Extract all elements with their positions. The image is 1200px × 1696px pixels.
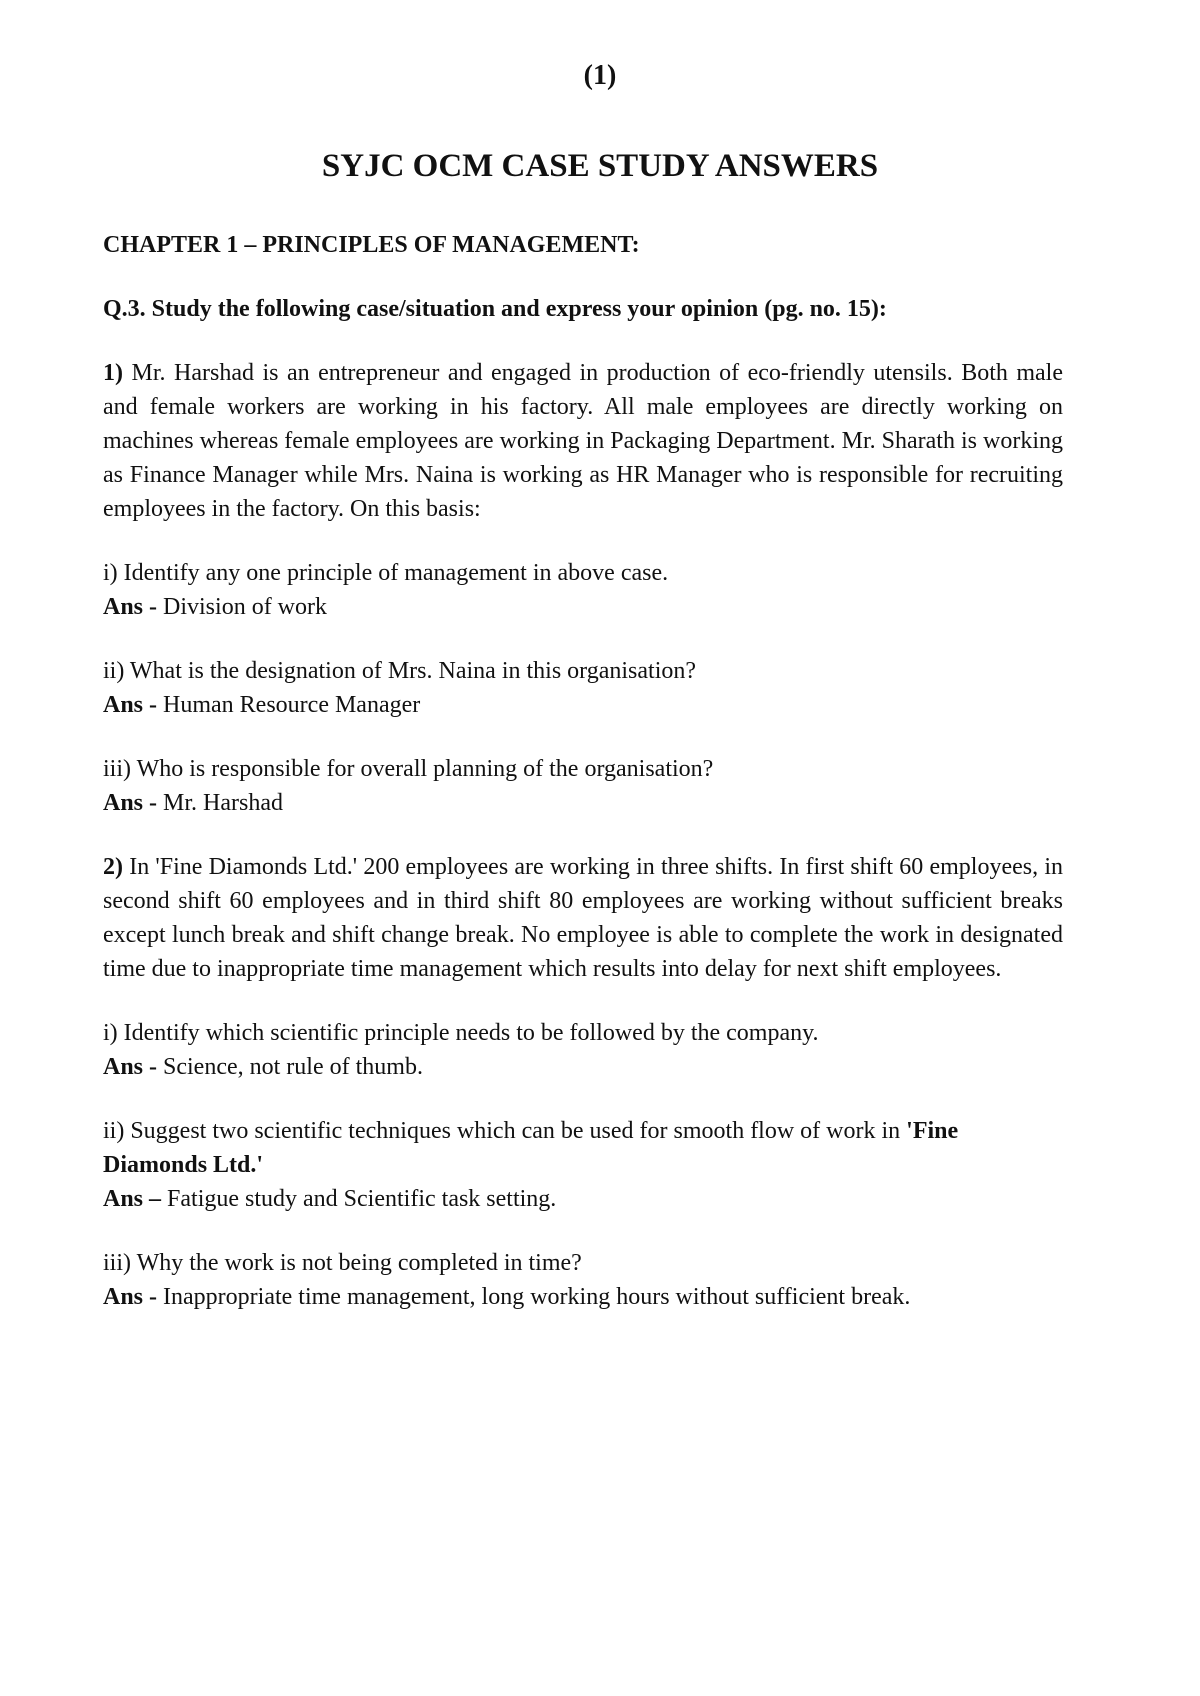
answer-label: Ans – bbox=[103, 1186, 162, 1212]
case-2-qa-2 bbox=[103, 1114, 1063, 1216]
case-1-qa-3 bbox=[103, 752, 1063, 820]
case-2-qa-3 bbox=[103, 1246, 1063, 1314]
answer-label: Ans - bbox=[103, 790, 158, 816]
answer bbox=[103, 1280, 1063, 1314]
company-name: 'Fine Diamonds Ltd.' bbox=[103, 1118, 959, 1178]
case-2-body: In 'Fine Diamonds Ltd.' 200 employees are working in three shifts. In first shift 60 employees, in second shift 60 employees and in third shift 80 employees are working without sufficient breaks except lunch break and shift change break. No employee is able to complete the work in designated time due to inappropriate time management which results into delay for next shift employees. bbox=[103, 854, 1063, 982]
case-1-qa-1 bbox=[103, 556, 1063, 624]
case-1-qa-2 bbox=[103, 654, 1063, 722]
answer bbox=[103, 1182, 1063, 1216]
question: i) Identify which scientific principle needs to be followed by the company. bbox=[103, 1020, 819, 1046]
question-text: ii) Suggest two scientific techniques which can be used for smooth flow of work in bbox=[103, 1118, 907, 1144]
question-heading: Q.3. Study the following case/situation and express your opinion (pg. no. 15): bbox=[103, 296, 887, 322]
answer-label: Ans - bbox=[103, 594, 158, 620]
case-2-qa-1 bbox=[103, 1016, 1063, 1084]
chapter-heading: CHAPTER 1 – PRINCIPLES OF MANAGEMENT: bbox=[103, 232, 640, 258]
document-title: SYJC OCM CASE STUDY ANSWERS bbox=[321, 148, 879, 184]
answer-text: Science, not rule of thumb. bbox=[157, 1054, 423, 1080]
case-2-text bbox=[103, 850, 1063, 986]
answer-text: Mr. Harshad bbox=[157, 790, 283, 816]
case-1-number: 1) bbox=[103, 360, 123, 386]
document-body bbox=[103, 228, 1063, 1344]
question: iii) Why the work is not being completed in time? bbox=[103, 1250, 582, 1276]
page-number: (1) bbox=[583, 60, 617, 91]
question: i) Identify any one principle of management in above case. bbox=[103, 560, 669, 586]
answer-label: Ans - bbox=[103, 1284, 158, 1310]
answer bbox=[103, 1050, 1063, 1084]
answer-label: Ans - bbox=[103, 692, 158, 718]
question bbox=[103, 1114, 1063, 1182]
answer-text: Inappropriate time management, long working hours without sufficient break. bbox=[157, 1284, 911, 1310]
answer-text: Human Resource Manager bbox=[157, 692, 421, 718]
case-1-body: Mr. Harshad is an entrepreneur and engaged in production of eco-friendly utensils. Both male and female workers are working in his factory. All male employees are directly working on machines whereas female employees are working in Packaging Department. Mr. Sharath is working as Finance Manager while Mrs. Naina is working as HR Manager who is responsible for recruiting employees in the factory. On this basis: bbox=[103, 360, 1063, 522]
answer-text: Fatigue study and Scientific task setting. bbox=[161, 1186, 557, 1212]
answer-text: Division of work bbox=[157, 594, 328, 620]
case-1-text bbox=[103, 356, 1063, 526]
case-2-number: 2) bbox=[103, 854, 123, 880]
answer bbox=[103, 688, 1063, 722]
answer bbox=[103, 786, 1063, 820]
answer-label: Ans - bbox=[103, 1054, 158, 1080]
answer bbox=[103, 590, 1063, 624]
question: iii) Who is responsible for overall planning of the organisation? bbox=[103, 756, 714, 782]
question: ii) What is the designation of Mrs. Naina in this organisation? bbox=[103, 658, 697, 684]
